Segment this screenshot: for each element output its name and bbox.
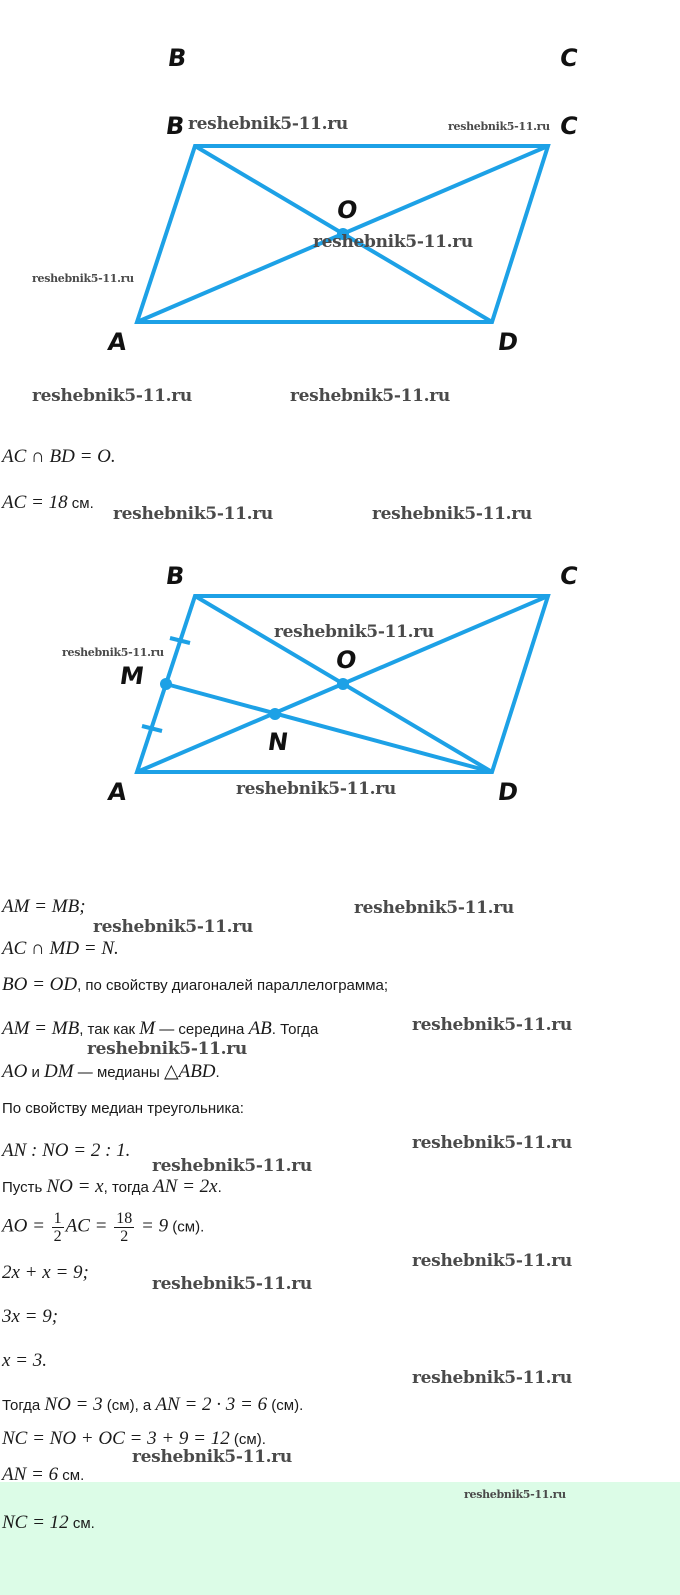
- solution-line-12: x = 3.: [2, 1350, 48, 1371]
- answer-line-2: NC = 12 см.: [2, 1512, 95, 1533]
- solution-line-5: AO и DM — медианы △ABD.: [2, 1061, 220, 1082]
- watermark: reshebnik5-11.ru: [290, 386, 450, 406]
- watermark: reshebnik5-11.ru: [412, 1015, 572, 1035]
- top-label-c: C: [558, 44, 580, 72]
- watermark: reshebnik5-11.ru: [62, 646, 164, 659]
- solution-line-4: AM = MB, так как M — середина AB. Тогда: [2, 1018, 319, 1039]
- watermark: reshebnik5-11.ru: [464, 1488, 566, 1501]
- answer-block: [0, 1482, 680, 1595]
- solution-line-9: AO = $\frac{1}{2}$ AC = $\frac{18}{2}$ = 9 (см).: [2, 1210, 205, 1245]
- figure2-label-n: N: [266, 728, 291, 756]
- watermark: reshebnik5-11.ru: [412, 1251, 572, 1271]
- solution-line-6: По свойству медиан треугольника:: [2, 1100, 244, 1117]
- solution-line-13: Тогда NO = 3 (см), а AN = 2 · 3 = 6 (см).: [2, 1394, 304, 1415]
- watermark: reshebnik5-11.ru: [188, 114, 348, 134]
- watermark: reshebnik5-11.ru: [132, 1447, 292, 1467]
- watermark: reshebnik5-11.ru: [32, 386, 192, 406]
- answer-line-1: AN = 6 см.: [2, 1464, 85, 1485]
- figure1-label-o: O: [335, 196, 360, 224]
- watermark: reshebnik5-11.ru: [313, 232, 473, 252]
- watermark: reshebnik5-11.ru: [448, 120, 550, 133]
- figure1-label-a: A: [106, 328, 129, 356]
- figure1-label-c: C: [558, 112, 580, 140]
- fraction-eighteen-halves: $\frac{18}{2}$: [116, 1210, 133, 1245]
- top-label-b: B: [166, 44, 189, 72]
- solution-line-11: 3x = 9;: [2, 1306, 59, 1327]
- watermark: reshebnik5-11.ru: [412, 1368, 572, 1388]
- figure2-label-c: C: [558, 562, 580, 590]
- given-line-1: AC ∩ BD = O.: [2, 446, 116, 467]
- solution-line-14: NC = NO + OC = 3 + 9 = 12 (см).: [2, 1428, 266, 1449]
- solution-line-10: 2x + x = 9;: [2, 1262, 89, 1283]
- figure2-point-n: [269, 708, 281, 720]
- solution-line-1: AM = MB;: [2, 896, 86, 917]
- figure2-median-md: [166, 684, 492, 772]
- watermark: reshebnik5-11.ru: [152, 1274, 312, 1294]
- figure1-label-d: D: [496, 328, 520, 356]
- figure2-label-d: D: [496, 778, 520, 806]
- watermark: reshebnik5-11.ru: [32, 272, 134, 285]
- figure2-point-m: [160, 678, 172, 690]
- figure2-label-o: O: [334, 646, 359, 674]
- watermark: reshebnik5-11.ru: [236, 779, 396, 799]
- given-line-2: AC = 18 см.: [2, 492, 94, 513]
- fraction-one-half: $\frac{1}{2}$: [53, 1210, 62, 1245]
- figure2-label-b: B: [164, 562, 187, 590]
- watermark: reshebnik5-11.ru: [372, 504, 532, 524]
- figure1-label-b: B: [164, 112, 187, 140]
- solution-line-8: Пусть NO = x, тогда AN = 2x.: [2, 1176, 222, 1197]
- watermark: reshebnik5-11.ru: [354, 898, 514, 918]
- watermark: reshebnik5-11.ru: [412, 1133, 572, 1153]
- figure2-label-m: M: [118, 662, 146, 690]
- watermark: reshebnik5-11.ru: [274, 622, 434, 642]
- watermark: reshebnik5-11.ru: [113, 504, 273, 524]
- figure2-label-a: A: [106, 778, 129, 806]
- figure2-tick-upper: [170, 638, 190, 643]
- watermark: reshebnik5-11.ru: [87, 1039, 247, 1059]
- figure2-tick-lower: [142, 726, 162, 731]
- figure2-point-o: [337, 678, 349, 690]
- solution-line-3: BO = OD, по свойству диагоналей параллелограмма;: [2, 974, 389, 995]
- solution-line-7: AN : NO = 2 : 1.: [2, 1140, 131, 1161]
- solution-line-2: AC ∩ MD = N.: [2, 938, 119, 959]
- watermark: reshebnik5-11.ru: [152, 1156, 312, 1176]
- watermark: reshebnik5-11.ru: [93, 917, 253, 937]
